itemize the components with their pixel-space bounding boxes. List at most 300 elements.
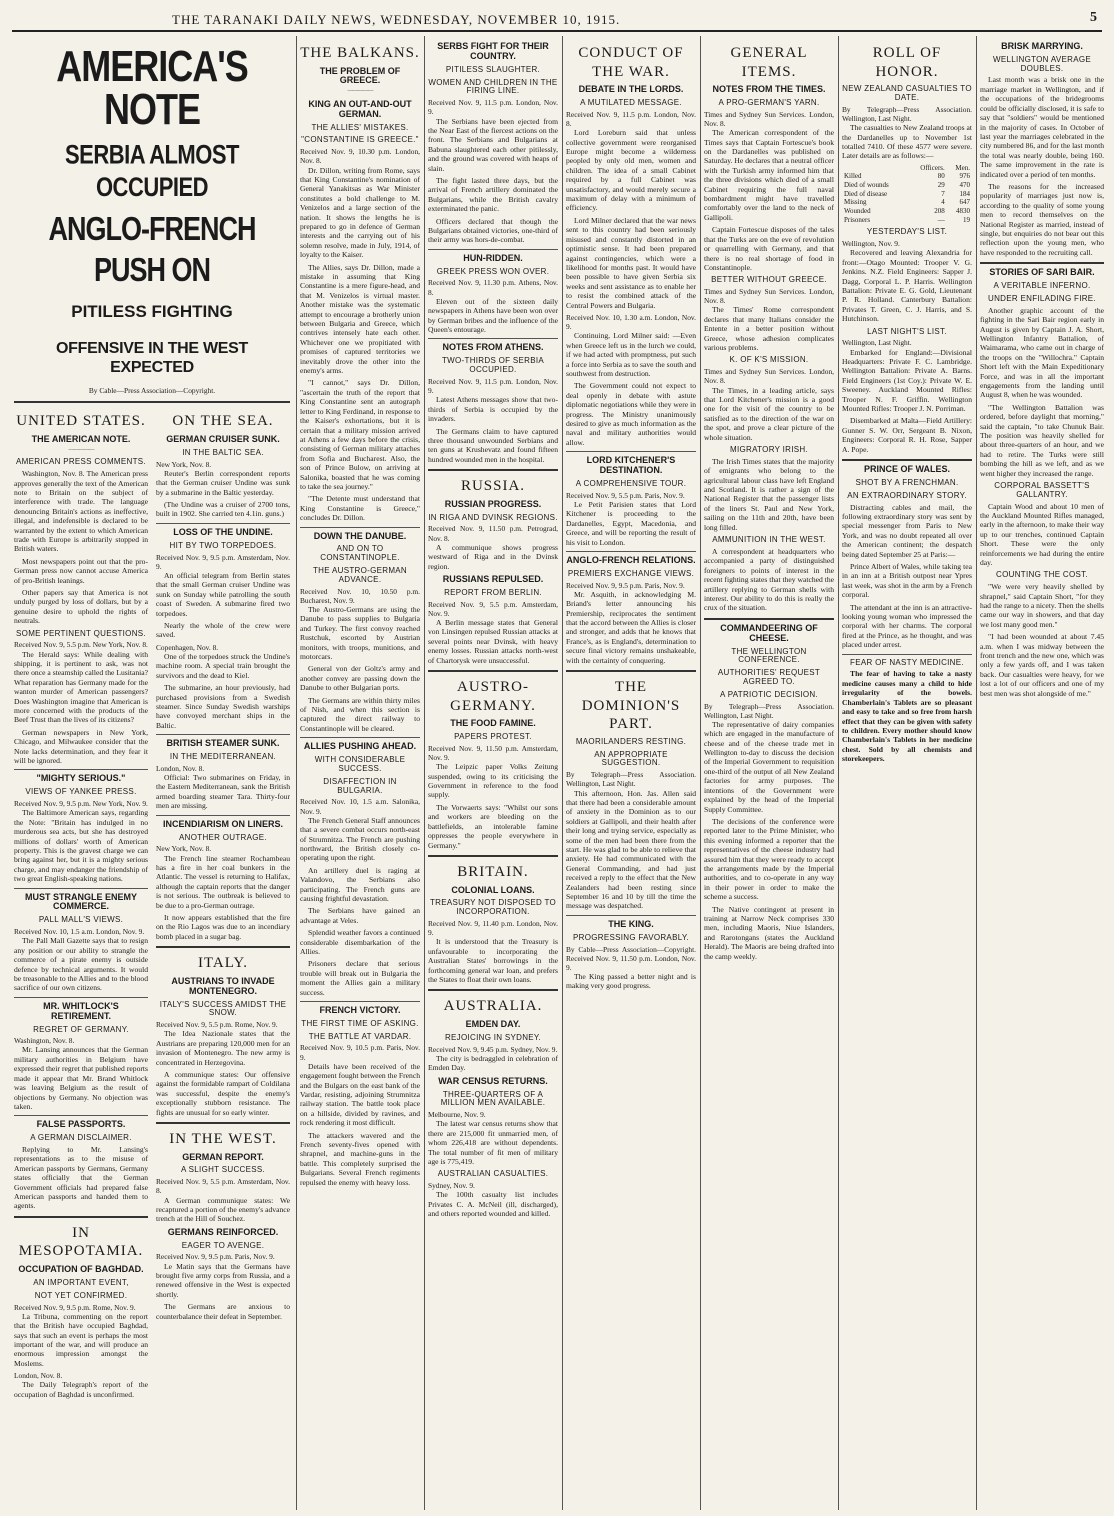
subhead: LOSS OF THE UNDINE. bbox=[173, 526, 273, 537]
paragraph: The King passed a better night and is making very good progress. bbox=[566, 972, 696, 991]
paragraph: The Germans are within thirty miles of Nish, and when this section is captured the direct railway to Constantinople will be cleared. bbox=[300, 695, 420, 733]
divider bbox=[428, 989, 558, 991]
column-4 bbox=[566, 38, 696, 1510]
paragraph: The Baltimore American says, regarding the Note: "Britain has indulged in no murderous sea acts, but she has destroyed millions of dollars' worth of American property. This is the gravest charge we can bring against her, but it is a mighty serious charge, and may endanger the friendship of two great English-speaking nations. bbox=[14, 808, 148, 884]
subhead: DOWN THE DANUBE. bbox=[313, 530, 407, 541]
subhead: TWO-THIRDS OF SERBIA OCCUPIED. bbox=[442, 356, 544, 375]
table-header bbox=[842, 164, 908, 173]
subhead: A PRO-GERMAN'S YARN. bbox=[718, 98, 820, 108]
subhead: ANGLO-FRENCH RELATIONS. bbox=[566, 554, 696, 565]
paragraph: The Herald says: While dealing with shipping, it is pertinent to ask, was not there once a steamship called the Lusitania? What reparation has Germany made for the wanton murder of American passengers? Does Washington imagine that American is more concerned with the products of the Beef Trust than the lives of its citizens? bbox=[14, 649, 148, 725]
paragraph: Prisoners declare that serious trouble will break out in Bulgaria the moment the Allies gain a military success. bbox=[300, 959, 420, 997]
subhead: A VERITABLE INFERNO. bbox=[993, 281, 1091, 291]
table-cell: 29 bbox=[937, 181, 945, 190]
paragraph: The decisions of the conference were reported later to the Prime Minister, who this evening informed a reporter that the representatives of the cheese industry had assured him that they were ready to accept the arrangements made by the Imperial authorities, and to co-operate in any way in their power in order to make the scheme a success. bbox=[704, 816, 834, 902]
paper-title: THE TARANAKI DAILY NEWS, WEDNESDAY, NOVEMBER 10, 1915. bbox=[172, 12, 621, 27]
paragraph: Mr. Asquith, in acknowledging M. Briand's letter announcing his Premiership, reciprocates the sentiment that the accord between the Allies is closer and stronger, and adds that he knows that France's, as is England's, determination to secure final victory remains unshakeable, with the certainty of conquering. bbox=[566, 589, 696, 665]
subhead: FALSE PASSPORTS. bbox=[36, 1119, 126, 1130]
subhead: AN IMPORTANT EVENT, bbox=[33, 1277, 129, 1287]
subhead: FEAR OF NASTY MEDICINE. bbox=[850, 657, 964, 667]
subhead: FRENCH VICTORY. bbox=[319, 1005, 401, 1015]
paragraph: The Germans claim to have captured three thousand unwounded Serbians and ten guns at Krushevatz and found fifteen hundred wounded men in the hospital. bbox=[428, 426, 558, 464]
subhead: REPORT FROM BERLIN. bbox=[444, 587, 542, 597]
page-number: 5 bbox=[1090, 10, 1098, 25]
table-cell: Missing bbox=[844, 198, 867, 207]
column-6 bbox=[842, 38, 972, 1510]
subhead: THE FOOD FAMINE. bbox=[450, 718, 536, 729]
dateline: Times and Sydney Sun Services. London, Nov. 8. bbox=[704, 109, 834, 129]
dateline: By Telegraph—Press Association. Wellington, Last Night. bbox=[842, 104, 972, 123]
table-cell: Died of disease bbox=[844, 189, 888, 198]
subhead: A SLIGHT SUCCESS. bbox=[180, 1165, 266, 1175]
subhead: THE WELLINGTON CONFERENCE. bbox=[731, 646, 807, 665]
paragraph: Le Matin says that the Germans have brought five army corps from Russia, and a renewed offensive in the West is expected shortly. bbox=[156, 1261, 290, 1299]
section-in-the-west: IN THE WEST. bbox=[169, 1130, 277, 1147]
subhead: A GERMAN DISCLAIMER. bbox=[30, 1133, 132, 1143]
table-cell: 208 bbox=[934, 207, 945, 216]
divider bbox=[428, 338, 558, 339]
divider bbox=[428, 469, 558, 471]
section-conduct-of-war: CONDUCT OF THE WAR. bbox=[578, 45, 684, 80]
subhead: A MUTILATED MESSAGE. bbox=[580, 98, 682, 108]
dateline: Received Nov. 9, 5.5 p.m. Amsterdam, Nov. 8. bbox=[156, 1177, 290, 1196]
paragraph: Eleven out of the sixteen daily newspapers in Athens have been won over by German bribes and the influence of the Queen's entourage. bbox=[428, 296, 558, 335]
paragraph: Most newspapers point out that the pro-German press now cannot accuse America of pro-British leanings. bbox=[14, 556, 148, 585]
divider bbox=[14, 888, 148, 889]
divider bbox=[156, 523, 290, 524]
advertisement: The fear of having to take a nasty medicine causes many a child to hide irregularity of the bowels. Chamberlain's Tablets are so pleasant and easy to take and so free from harsh effect that they can be given with safety to children. Every mother should know Chamberlain's Tablets in her medicine chest. Sold by all chemists and storekeepers. bbox=[842, 669, 972, 764]
column-rule bbox=[700, 36, 701, 1510]
paragraph: The casualties to New Zealand troops at the Dardanelles up to November 1st totalled 7410. Of these 4577 were severe. Later details are as follows:— bbox=[842, 123, 972, 161]
paragraph: The Times, in a leading article, says that Lord Kitchener's mission is a good one for the visit of the country to be satisfied as to the direction of the war on the spot, and prove a clear picture of the whole situation. bbox=[704, 385, 834, 442]
subhead: WAR CENSUS RETURNS. bbox=[438, 1075, 548, 1086]
dateline: Received Nov. 9, 11.50 p.m. Amsterdam, Nov. 9. bbox=[428, 743, 558, 763]
paragraph: Last month was a brisk one in the marriage market in Wellington, and if the occupations of the bridegrooms could be officially disclosed, it is safe to say that "soldiers" would be mentioned in the majority of cases. In October of last year the marriages celebrated in the city numbered 86, and for the last month the total was nearly double, being 160. The same improvement in the rate is indicated over a period of ten months. bbox=[980, 75, 1104, 179]
table-cell: Wounded bbox=[844, 207, 871, 216]
divider bbox=[14, 401, 290, 403]
paragraph: Nearly the whole of the crew were saved. bbox=[156, 620, 290, 640]
subhead: UNDER ENFILADING FIRE. bbox=[988, 293, 1096, 303]
dateline: By Cable—Press Association—Copyright. Received Nov. 9, 11.50 p.m. London, Nov. 9. bbox=[566, 944, 696, 972]
subhead: AN EXTRAORDINARY STORY. bbox=[847, 490, 967, 500]
subhead: BETTER WITHOUT GREECE. bbox=[711, 275, 827, 285]
divider bbox=[566, 451, 696, 452]
dateline: Received Nov. 9, 10.5 p.m. Paris, Nov. 9. bbox=[300, 1043, 420, 1062]
subhead: INCENDIARISM ON LINERS. bbox=[162, 818, 283, 829]
subhead: BRISK MARRYING. bbox=[1001, 41, 1083, 51]
subhead: VIEWS OF YANKEE PRESS. bbox=[25, 787, 137, 797]
paragraph: Other papers say that America is not unduly purged by loss of dollars, but by a genuine desire to uphold the rights of neutrals. bbox=[14, 587, 148, 626]
dateline: Received Nov. 9, 5.5 p.m. New York, Nov. 8. bbox=[14, 640, 148, 650]
section-mesopotamia: IN MESOPOTAMIA. bbox=[18, 1224, 144, 1260]
subhead: YESTERDAY'S LIST. bbox=[866, 227, 948, 237]
paragraph: Embarked for England:—Divisional Headquarters: Private F. C. Lambridge. Wellington Battalion: Private A. Barns. Field Engineers (1st Coy.): Private W. E. Sweeney. Auckland Mounted Rifles: Trooper N. F. Griffin. Wellington Mounted Rifles: Trooper J. N. Porriman. bbox=[842, 347, 972, 414]
paragraph: Dr. Dillon, writing from Rome, says that King Constantine's nomination of General Yanakitsas as War Minister constitutes a bold challenge to M. Venizelos and a large section of the nation. It shows the lengths he is prepared to go in defence of German interests and the carrying out of his solemn resolve, made in July, 1914, of loyalty to the Kaiser. bbox=[300, 165, 420, 260]
column-rule bbox=[976, 36, 977, 1510]
divider bbox=[980, 262, 1104, 264]
paragraph: A Berlin message states that General von Linsingen repulsed Russian attacks at several points near Dvinsk, with heavy enemy losses. Russian attacks north-west of Chartorysk were unsuccessful. bbox=[428, 618, 558, 665]
paragraph: It is understood that the Treasury is unfavourable to incorporating the Australian States' borrowings in the forthcoming general war loan, and prefers the States to float their own loans. bbox=[428, 937, 558, 984]
subhead: THE AUSTRO-GERMAN ADVANCE. bbox=[313, 566, 407, 584]
table-cell: 184 bbox=[959, 189, 970, 198]
subhead: AUSTRIANS TO INVADE MONTENEGRO. bbox=[171, 975, 275, 996]
subhead: STORIES OF SARI BAIR. bbox=[989, 267, 1095, 278]
subhead: HIT BY TWO TORPEDOES. bbox=[169, 540, 277, 550]
table-cell: 4 bbox=[941, 198, 945, 207]
subhead: "CONSTANTINE IS GREECE." bbox=[301, 135, 419, 145]
paragraph: Continuing, Lord Milner said: —Even when Greece left us in the lurch we could, if we had acted with promptness, put such a force into Serbia as to save the south and southwest from destruction. bbox=[566, 331, 696, 378]
subhead: PROGRESSING FAVORABLY. bbox=[573, 932, 689, 942]
paragraph: German newspapers in New York, Chicago, and Milwaukee consider that the Note lacks determination, and they fear it will be ignored. bbox=[14, 727, 148, 766]
subhead: BRITISH STEAMER SUNK. bbox=[166, 738, 280, 749]
subhead: IN THE BALTIC SEA. bbox=[182, 447, 264, 457]
paragraph: The Pall Mall Gazette says that to resign any position or our ability to strangle the commerce of a pirate enemy is outside defence by technical arguments. It would be treasonable to the Allies and to the blood sacrifice of our own citizens. bbox=[14, 936, 148, 993]
divider bbox=[566, 915, 696, 916]
paragraph: Official: Two submarines on Friday, in the Eastern Mediterranean, sank the British armed boarding steamer Tara. Thirty-four men are missing. bbox=[156, 773, 290, 811]
subhead: NOT YET CONFIRMED. bbox=[34, 1290, 128, 1300]
paragraph: Recovered and leaving Alexandria for front:—Otago Mounted: Trooper V. G. Jenkins. N.Z. Field Engineers: Sapper J. Dagg, Corporal L. P. Harris. Wellington Battalion: Private E. G. Gold, Lieutenant P. R. Holland. Canterbury Battalion: Privates T. Green, C. J. Harris, and S. Hutchinson. bbox=[842, 248, 972, 324]
paragraph: The submarine, an hour previously, had purchased provisions from a Swedish steamer. Since Sunday Swedish warships have convoyed merchant ships in the Baltic. bbox=[156, 683, 290, 730]
paragraph: Disembarked at Malta—Field Artillery: Gunner S. W. Orr, Sergeant B. Nixon, Engineers: Corporal R. H. Rose, Sapper A. Pope. bbox=[842, 416, 972, 454]
table-cell: Died of wounds bbox=[844, 181, 889, 190]
table-row bbox=[842, 190, 972, 199]
subhead: OCCUPATION OF BAGHDAD. bbox=[18, 1264, 144, 1275]
section-russia: RUSSIA. bbox=[460, 478, 526, 495]
paragraph: "The Wellington Battalion was ordered, before daylight that morning," said the captain, "to take Chunuk Bair. The position was heavily shelled for about three-quarters of an hour, and we had to retire. The Turks were still bombing the hill as we left, and as we went higher they increased the range. bbox=[980, 402, 1104, 478]
divider bbox=[156, 946, 290, 948]
dateline: Melbourne, Nov. 9. bbox=[428, 1110, 486, 1120]
paragraph: Latest Athens messages show that two-thirds of Serbia is occupied by the invaders. bbox=[428, 395, 558, 424]
divider bbox=[300, 737, 420, 738]
headline-serbia: SERBIA ALMOST OCCUPIED bbox=[65, 139, 239, 203]
column-5 bbox=[704, 38, 834, 1510]
column-1 bbox=[14, 38, 290, 1510]
divider bbox=[428, 855, 558, 857]
subhead: THREE-QUARTERS OF A MILLION MEN AVAILABLE. bbox=[440, 1089, 546, 1108]
table-header: Officers. bbox=[920, 163, 945, 172]
subhead: "MIGHTY SERIOUS." bbox=[36, 773, 126, 784]
subhead: COLONIAL LOANS. bbox=[451, 884, 535, 895]
headline-offensive: OFFENSIVE IN THE WEST EXPECTED bbox=[56, 339, 248, 377]
dateline: Wellington, Last Night. bbox=[842, 338, 912, 348]
paragraph: The American correspondent of the Times says that Captain Fortescue's book on the Dardanelles was published on Saturday. He declares that a neutral officer with the Turkish army informed him that the three divisions which died of a small Cabinet requiring the full naval bombardment might have travelled comfortably over the land to the neck of Gallipoli. bbox=[704, 128, 834, 222]
paragraph: Distracting cables and mail, the following extraordinary story was sent by special messenger from Paris to New York, and was no doubt repeated all over the American continent; the despatch being dated September 25 at Paris:— bbox=[842, 502, 972, 559]
subhead: EAGER TO AVENGE. bbox=[181, 1240, 265, 1250]
paragraph: "The Detente must understand that King Constantine is Greece," concludes Dr. Dillon. bbox=[300, 494, 420, 523]
paragraph: A communique shows progress westward of Riga and in the Dvinsk region. bbox=[428, 542, 558, 571]
table-cell: 647 bbox=[959, 198, 970, 207]
paragraph: Replying to Mr. Lansing's representations as to the misuse of American passports by Germans, Germany states officially that the German Government officials had prepared false American passports and handed them to agents. bbox=[14, 1145, 148, 1211]
headline-anglo-french: ANGLO-FRENCH PUSH ON bbox=[48, 209, 256, 289]
table-row bbox=[842, 172, 972, 181]
subhead: ALLIES PUSHING AHEAD. bbox=[303, 741, 417, 752]
paragraph: The attendant at the inn is an attractive-looking young woman who impressed the corporal with her charms. The corporal fired at the Prince, as he thought, and was placed under arrest. bbox=[842, 602, 972, 650]
subhead: MR. WHITLOCK'S RETIREMENT. bbox=[43, 1000, 119, 1021]
paragraph: A correspondent at headquarters who accompanied a party of distinguished foreigners to points of interest in the recent fighting states that they watched the artillery replying to German shells with interest. Our ability to do this is really the crux of the situation. bbox=[704, 546, 834, 613]
dateline: Received Nov. 9, 5.5 p.m. Rome, Nov. 9. bbox=[156, 1020, 278, 1030]
subhead: AUTHORITIES' REQUEST AGREED TO. bbox=[717, 668, 821, 686]
subhead: WELLINGTON AVERAGE DOUBLES. bbox=[992, 54, 1092, 73]
column-2 bbox=[300, 38, 420, 1510]
dateline: Times and Sydney Sun Services. London, Nov. 8. bbox=[704, 367, 834, 386]
paragraph: The French line steamer Rochambeau has a fire in her coal bunkers in the Atlantic. The vessel is returning to Halifax, although the captain reports that the danger is not serious. The outbreak is believed to be due to a pro-German outrage. bbox=[156, 853, 290, 910]
headline-pitiless: PITILESS FIGHTING bbox=[71, 302, 233, 322]
credit-line: By Cable—Press Association—Copyright. bbox=[88, 386, 216, 396]
subhead: WOMEN AND CHILDREN IN THE FIRING LINE. bbox=[428, 77, 558, 96]
subhead: RUSSIAN PROGRESS. bbox=[444, 498, 542, 509]
section-dominions-part: THE DOMINION'S PART. bbox=[581, 679, 681, 733]
dateline: Received Nov. 10, 10.50 p.m. Bucharest, Nov. 9. bbox=[300, 586, 420, 605]
dateline: Received Nov. 9, 5.5 p.m. Amsterdam, Nov. 9. bbox=[428, 599, 558, 618]
subhead: PITILESS SLAUGHTER. bbox=[445, 64, 541, 74]
subhead: SERBS FIGHT FOR THEIR COUNTRY. bbox=[437, 41, 549, 61]
subhead: GERMAN CRUISER SUNK. bbox=[166, 433, 280, 444]
divider bbox=[300, 527, 420, 528]
divider bbox=[156, 1122, 290, 1124]
subhead: MAORILANDERS RESTING. bbox=[575, 736, 687, 746]
paragraph: Splendid weather favors a continued considerable disembarkation of the Allies. bbox=[300, 928, 420, 956]
paragraph: The Daily Telegraph's report of the occupation of Baghdad is unconfirmed. bbox=[14, 1380, 148, 1399]
dateline: By Telegraph—Press Association. Wellington, Last Night. bbox=[704, 701, 834, 720]
dateline: Received Nov. 9, 5.5 p.m. Paris, Nov. 9. bbox=[566, 490, 685, 500]
paragraph: The Austro-Germans are using the Danube to pass supplies to Bulgaria and Turkey. The first convoy reached Rustchuk, escorted by Austrian monitors, with troops, munitions, and motorcars. bbox=[300, 604, 420, 662]
paragraph: "I cannot," says Dr. Dillon, "ascertain the truth of the report that King Constantine sent an autograph letter to King Ferdinand, in response to the Kaiser's exhortations, but it is certain that a military mission arrived at Athens a few days before the crisis, consisting of German military attaches from Sofia and Bucharest. Also, the son of Prince Bulow, on arriving at Salonika, boasted that he was coming to take the sea journey." bbox=[300, 378, 420, 491]
column-3 bbox=[428, 38, 558, 1510]
column-7 bbox=[980, 38, 1104, 1510]
table-cell: 470 bbox=[959, 181, 970, 190]
divider bbox=[566, 551, 696, 552]
subhead: GERMANS REINFORCED. bbox=[167, 1226, 279, 1237]
table-cell: Killed bbox=[844, 172, 862, 181]
section-australia: AUSTRALIA. bbox=[443, 998, 543, 1015]
paragraph: Reuter's Berlin correspondent reports that the German cruiser Undine was sunk by a submarine in the Baltic yesterday. bbox=[156, 468, 290, 497]
divider bbox=[14, 447, 148, 454]
subhead: NOTES FROM THE TIMES. bbox=[712, 84, 826, 95]
subhead: REJOICING IN SYDNEY. bbox=[444, 1032, 542, 1042]
masthead bbox=[12, 10, 1102, 32]
subhead: A COMPREHENSIVE TOUR. bbox=[575, 478, 687, 488]
dateline: New York, Nov. 8. bbox=[156, 844, 212, 854]
divider bbox=[14, 1216, 148, 1218]
paragraph: Prince Albert of Wales, while taking tea in an inn at a British outpost near Ypres last week, was shot in the arm by a French corporal. bbox=[842, 562, 972, 600]
subhead: HUN-RIDDEN. bbox=[463, 252, 523, 263]
dateline: New York, Nov. 8. bbox=[156, 459, 212, 469]
table-row bbox=[842, 181, 972, 190]
table-cell: Prisoners bbox=[844, 215, 871, 224]
paragraph: Washington, Nov. 8. The American press approves generally the text of the American note to Britain on the subject of interference with trade. The language denouncing Britain's actions as ineffective, illegal, and indefensible is declared to be warranted by the extent to which American trade with Europe is arbitrarily stopped in British waters. bbox=[14, 469, 148, 554]
table-cell: 7 bbox=[941, 189, 945, 198]
subhead: GREEK PRESS WON OVER. bbox=[436, 266, 550, 276]
dateline: Received Nov. 9, 9.5 p.m. Paris, Nov. 9. bbox=[156, 1252, 275, 1262]
divider bbox=[300, 88, 420, 95]
divider bbox=[156, 734, 290, 735]
dateline: Received Nov. 9, 9.45 p.m. Sydney, Nov. 9. bbox=[428, 1044, 558, 1054]
paragraph: The Serbians have gained an advantage at Veles. bbox=[300, 906, 420, 925]
dateline: Received Nov. 10, 1.30 a.m. London, Nov. 9. bbox=[566, 312, 696, 332]
subhead: DISAFFECTION IN BULGARIA. bbox=[323, 776, 397, 795]
dateline: Received Nov. 9, 10.30 p.m. London, Nov. 8. bbox=[300, 147, 420, 166]
subhead: COMMANDEERING OF CHEESE. bbox=[720, 622, 818, 643]
subhead: THE BATTLE AT VARDAR. bbox=[308, 1031, 412, 1041]
paragraph: This afternoon, Hon. Jas. Allen said that there had been a considerable amount of anxiety in the Dominion as to our soldiers at Gallipoli, and their health after their long and trying service, especially as some of the men had been there from the start. He was glad to be able to relieve that anxiety. He had communicated with the General Commanding, and had just received a reply to the effect that the New Zealanders had been resting since September 16 and 10 by till the time the message was despatched. bbox=[566, 788, 696, 911]
subhead: THE KING. bbox=[608, 918, 654, 929]
dateline: Times and Sydney Sun Services. London, Nov. 8. bbox=[704, 287, 834, 306]
subhead: PRINCE OF WALES. bbox=[863, 464, 950, 475]
subhead: THE ALLIES' MISTAKES. bbox=[311, 122, 409, 132]
paragraph: The reasons for the increased popularity of marriages just now is, according to the quality of some young men to record themselves on the National Register as married, instead of single, but enquiries do not bear out this reflection upon the young men, who have responded to the recruiting call. bbox=[980, 181, 1104, 257]
table-cell: — bbox=[937, 215, 945, 224]
table-cell: 19 bbox=[963, 215, 970, 224]
dateline: Washington, Nov. 8. bbox=[14, 1036, 75, 1046]
paragraph: The attackers wavered and the French seventy-fives opened with shrapnel, and machine-guns in the battle. This completely surprised the Bulgarians. Several French regiments repulsed the enemy with heavy loss. bbox=[300, 1130, 420, 1187]
section-roll-of-honor: ROLL OF HONOR. bbox=[872, 45, 942, 80]
section-general-items: GENERAL ITEMS. bbox=[730, 45, 808, 80]
dateline: Received Nov. 9, 9.5 p.m. Paris, Nov. 9. bbox=[566, 580, 685, 590]
subhead: THE PROBLEM OF GREECE. bbox=[319, 65, 401, 86]
dateline: Received Nov. 9, 11.30 p.m. Athens, Nov. 8. bbox=[428, 278, 558, 297]
subhead: LAST NIGHT'S LIST. bbox=[867, 326, 947, 336]
subhead: NEW ZEALAND CASUALTIES TO DATE. bbox=[842, 84, 972, 102]
section-italy: ITALY. bbox=[197, 955, 249, 972]
subhead: GERMAN REPORT. bbox=[182, 1151, 264, 1162]
table-cell: 80 bbox=[937, 172, 945, 181]
dateline: Received Nov. 9, 9.5 p.m. Amsterdam, Nov. 9. bbox=[156, 552, 290, 571]
paragraph: The Government could not expect to deal openly in debate with astute diplomatic negotiations while they were in progress. The Ministry unanimously desired to give as much information as the naval and military authorities would allow. bbox=[566, 381, 696, 447]
paragraph: "We were very heavily shelled by shrapnel," said Captain Short, "for they had the range to a nicety. Then the shells came our way in showers, and that day we lost many good men." bbox=[980, 582, 1104, 629]
subhead: COUNTING THE COST. bbox=[996, 570, 1088, 580]
dateline: London, Nov. 8. bbox=[14, 1371, 63, 1381]
paragraph: The Serbians have been ejected from the Near East of the fiercest actions on the front. The Serbians and Bulgarians at Babuna slaughtered each other pitilessly, and the ground was covered with heaps of slain. bbox=[428, 116, 558, 173]
paragraph: The representative of dairy companies which are engaged in the manufacture of cheese and of the cheese trade met in Wellington to-day to discuss the decision of the Imperial Government to requisition one-third of the output of all New Zealand factories for army purposes. The intentions of the Government were explained by the head of the Imperial Supply Committee. bbox=[704, 719, 834, 814]
subhead: MUST STRANGLE ENEMY COMMERCE. bbox=[24, 891, 137, 912]
divider bbox=[842, 654, 972, 655]
subhead: AUSTRALIAN CASUALTIES. bbox=[437, 1169, 549, 1179]
section-austro-germany: AUSTRO-GERMANY. bbox=[450, 679, 536, 714]
subhead: REGRET OF GERMANY. bbox=[33, 1024, 129, 1034]
subhead: LORD KITCHENER'S DESTINATION. bbox=[586, 455, 676, 476]
paragraph: An official telegram from Berlin states that the small German cruiser Undine was sunk on Sunday while patrolling the south coast of Sweden. A submarine fired two torpedoes. bbox=[156, 570, 290, 618]
paragraph: The Irish Times states that the majority of emigrants who belong to the agricultural labour class have left England and Scotland. It is rather a sign of the National Register that the passenger lists of the liners St. Paul and New York, sailing on the 11th and 20th, have been long filled. bbox=[704, 456, 834, 532]
subhead: TREASURY NOT DISPOSED TO INCORPORATION. bbox=[429, 898, 557, 917]
subhead: EMDEN DAY. bbox=[465, 1018, 521, 1029]
paragraph: A German communique states: We recaptured a portion of the enemy's advance trench at the Hill of Souchez. bbox=[156, 1195, 290, 1224]
paragraph: The Idea Nazionale states that the Austrians are preparing 120,000 men for an invasion of Montenegro. The new army is concentrated in Herzegovina. bbox=[156, 1029, 290, 1067]
divider bbox=[842, 459, 972, 461]
paragraph: Details have been received of the engagement fought between the French and the Bulgars on the east bank of the Vardar, resisting, adjoining Strumnitza railway station. The battle took place on a hillside, divided by ravines, and rock rendering it most difficult. bbox=[300, 1061, 420, 1128]
divider bbox=[156, 815, 290, 816]
subhead: PALL MALL'S VIEWS. bbox=[38, 915, 124, 925]
paragraph: "I had been wounded at about 7.45 a.m. when I was midway between the front trench and the new one, which was only a few yards off, and I was taken back. Our casualties were heavy, for we lost a lot of our officers and one of my best men was shot alongside of me." bbox=[980, 632, 1104, 698]
table-cell: 976 bbox=[959, 172, 970, 181]
divider bbox=[300, 1001, 420, 1002]
subhead: SHOT BY A FRENCHMAN. bbox=[855, 478, 959, 487]
divider bbox=[428, 670, 558, 672]
dateline: Sydney, Nov. 9. bbox=[428, 1181, 475, 1191]
paragraph: The French General Staff announces that a severe combat occurs north-east of Strumnitza. The French are pushing northward, the British closely co-operating upon the right. bbox=[300, 815, 420, 863]
paragraph: The Vorwaerts says: "Whilst our sons and workers are bleeding on the battlefields, an intolerable famine oppresses the people everywhere in Germany." bbox=[428, 802, 558, 850]
dateline: Received Nov. 10, 1.5 a.m. London, Nov. 9. bbox=[14, 927, 145, 937]
dateline: Wellington, Nov. 9. bbox=[842, 239, 900, 249]
paragraph: The fight lasted three days, but the arrival of French artillery dominated the Bulgarians, while the British cavalry exterminated the panic. bbox=[428, 175, 558, 214]
subhead: PREMIERS EXCHANGE VIEWS. bbox=[567, 568, 695, 578]
section-balkans: THE BALKANS. bbox=[300, 45, 420, 61]
subhead: DEBATE IN THE LORDS. bbox=[578, 84, 684, 95]
paragraph: An artillery duel is raging at Valandovo, the Serbians also participating. The French guns are causing frightful devastation. bbox=[300, 865, 420, 903]
section-united-states: UNITED STATES. bbox=[16, 413, 146, 430]
divider bbox=[14, 997, 148, 998]
section-britain: BRITAIN. bbox=[457, 863, 529, 880]
table-header-row bbox=[842, 164, 972, 173]
dateline: Received Nov. 9, 11.5 p.m. London, Nov. 9. bbox=[428, 98, 558, 117]
divider bbox=[704, 618, 834, 620]
paragraph: (The Undine was a cruiser of 2700 tons, built in 1902. She carried ten 4.1in. guns.) bbox=[156, 500, 290, 519]
dateline: By Telegraph—Press Association. Wellington, Last Night. bbox=[566, 770, 696, 789]
paragraph: La Tribuna, commenting on the report that the British have occupied Baghdad, says that such an event is perhaps the most important of the war, and will produce an enormous impression amongst the Moslems. bbox=[14, 1311, 148, 1368]
dateline: Copenhagen, Nov. 8. bbox=[156, 642, 219, 652]
paragraph: The Native contingent at present in training at Narrow Neck comprises 330 men, including Maoris, Niue Islanders, and Rarotongans (states the Auckland Herald). The Maoris are being drafted into the camp weekly. bbox=[704, 904, 834, 961]
subhead: AND ON TO CONSTANTINOPLE. bbox=[320, 544, 400, 563]
paragraph: Lord Loreburn said that unless collective government were reorganised Europe might become a wilderness peopled by only old men, women and children. The idea of a small Cabinet required by a full Cabinet was unsatisfactory, and would merely secure a maximum of delay with a minimum of efficiency. bbox=[566, 128, 696, 213]
subhead: ANOTHER OUTRAGE. bbox=[179, 832, 267, 842]
dateline: Received Nov. 9, 11.5 p.m. London, Nov. 8. bbox=[566, 109, 696, 129]
paragraph: The Times' Rome correspondent declares that many Italians consider the Entente in a better position without Greece, whose adhesion complicates various problems. bbox=[704, 305, 834, 353]
table-header: Men. bbox=[955, 163, 970, 172]
subhead: AMMUNITION IN THE WEST. bbox=[712, 535, 826, 545]
subhead: IN RIGA AND DVINSK REGIONS. bbox=[428, 512, 558, 522]
casualty-table bbox=[842, 164, 972, 225]
dateline: Received Nov. 9, 9.5 p.m. Rome, Nov. 9. bbox=[14, 1302, 136, 1312]
divider bbox=[14, 769, 148, 770]
paragraph: The city is bedraggled in celebration of Emden Day. bbox=[428, 1053, 558, 1073]
paragraph: The 100th casualty list includes Privates C. A. McNeil (ill, discharged), and others reported wounded and killed. bbox=[428, 1190, 558, 1219]
paragraph: Officers declared that though the Bulgarians obtained victories, one-third of their army was hors-de-combat. bbox=[428, 216, 558, 245]
subhead: RUSSIANS REPULSED. bbox=[442, 573, 544, 584]
dateline: Received Nov. 10, 1.5 a.m. Salonika, Nov. 9. bbox=[300, 797, 420, 816]
paragraph: The Germans are anxious to counterbalance their defeat in September. bbox=[156, 1302, 290, 1321]
dateline: Received Nov. 9, 9.5 p.m. New York, Nov. 9. bbox=[14, 799, 148, 809]
paragraph: Another graphic account of the fighting in the Sari Bair region early in August is given by Captain J. A. Short, Wellington Infantry Battalion, of Waimarama, who came out in charge of the troops on the "Willochra." Captain Short left with the Main Expeditionary Force, and was in all the important engagements from the landing until August 8, when he was wounded. bbox=[980, 305, 1104, 400]
subhead: K. OF K'S MISSION. bbox=[729, 355, 809, 365]
divider bbox=[566, 670, 696, 672]
table-row bbox=[842, 216, 972, 225]
dateline: Received Nov. 9, 11.50 p.m. Petrograd, Nov. 8. bbox=[428, 524, 558, 543]
subhead: PAPERS PROTEST. bbox=[454, 732, 532, 742]
paragraph: Lord Milner declared that the war news sent to this country had been seriously misused and constantly distorted in an optimistic sense. It had been prepared against contingencies, which were a likelihood for months past. It would have been possible to have given Serbia six weeks and sent assistance as to enable her to resist the combined attack of the Central Powers and Bulgaria. bbox=[566, 215, 696, 310]
paragraph: General von der Goltz's army and another convey are passing down the Danube to other Bulgarian ports. bbox=[300, 664, 420, 693]
paragraph: Captain Fortescue disposes of the tales that the Turks are on the eve of revolution or quarrelling with Germany, and that there is no real shortage of food in Constantinople. bbox=[704, 225, 834, 272]
paragraph: It now appears established that the fire on the Rio Lagos was due to an incendiary bomb placed in a sugar bag. bbox=[156, 912, 290, 941]
paragraph: The latest war census returns show that there are 215,000 fit unmarried men, of whom 226,418 are without dependents. The total number of fit men of military age is 775,419. bbox=[428, 1119, 558, 1166]
subhead: SOME PERTINENT QUESTIONS. bbox=[16, 628, 146, 638]
paragraph: One of the torpedoes struck the Undine's machine room. A special train brought the survivors and the dead to Kiel. bbox=[156, 651, 290, 680]
subhead: IN THE MEDITERRANEAN. bbox=[169, 752, 277, 762]
subhead: A PATRIOTIC DECISION. bbox=[719, 689, 818, 699]
subhead: ITALY'S SUCCESS AMIDST THE SNOW. bbox=[159, 999, 287, 1018]
paragraph: A communique states: Our offensive against the formidable rampart of Coldilana was successful, despite the enemy's exceptionally stubborn resistance. The fights are unusual for so early winter. bbox=[156, 1069, 290, 1117]
paragraph: Captain Wood and about 10 men of the Auckland Mounted Rifles managed, early in the afternoon, to make their way up to our trenches, continued Captain Short. These were the only reinforcements we had during the entire day. bbox=[980, 501, 1104, 568]
table-row bbox=[842, 198, 972, 207]
subhead: AMERICAN PRESS COMMENTS. bbox=[16, 457, 146, 467]
dateline: Received Nov. 9, 11.40 p.m. London, Nov. 9. bbox=[428, 918, 558, 938]
dateline: Received Nov. 9, 11.5 p.m. London, Nov. 9. bbox=[428, 376, 558, 396]
table-row bbox=[842, 207, 972, 216]
subhead: MIGRATORY IRISH. bbox=[730, 445, 808, 455]
paragraph: The Leipzic paper Volks Zeitung suspended, owing to its criticising the Government in reference to the food supply. bbox=[428, 762, 558, 800]
column-rule bbox=[296, 36, 297, 1510]
subhead: NOTES FROM ATHENS. bbox=[442, 342, 544, 353]
subhead: THE AMERICAN NOTE. bbox=[31, 433, 131, 444]
subhead: AN APPROPRIATE SUGGESTION. bbox=[594, 749, 668, 768]
